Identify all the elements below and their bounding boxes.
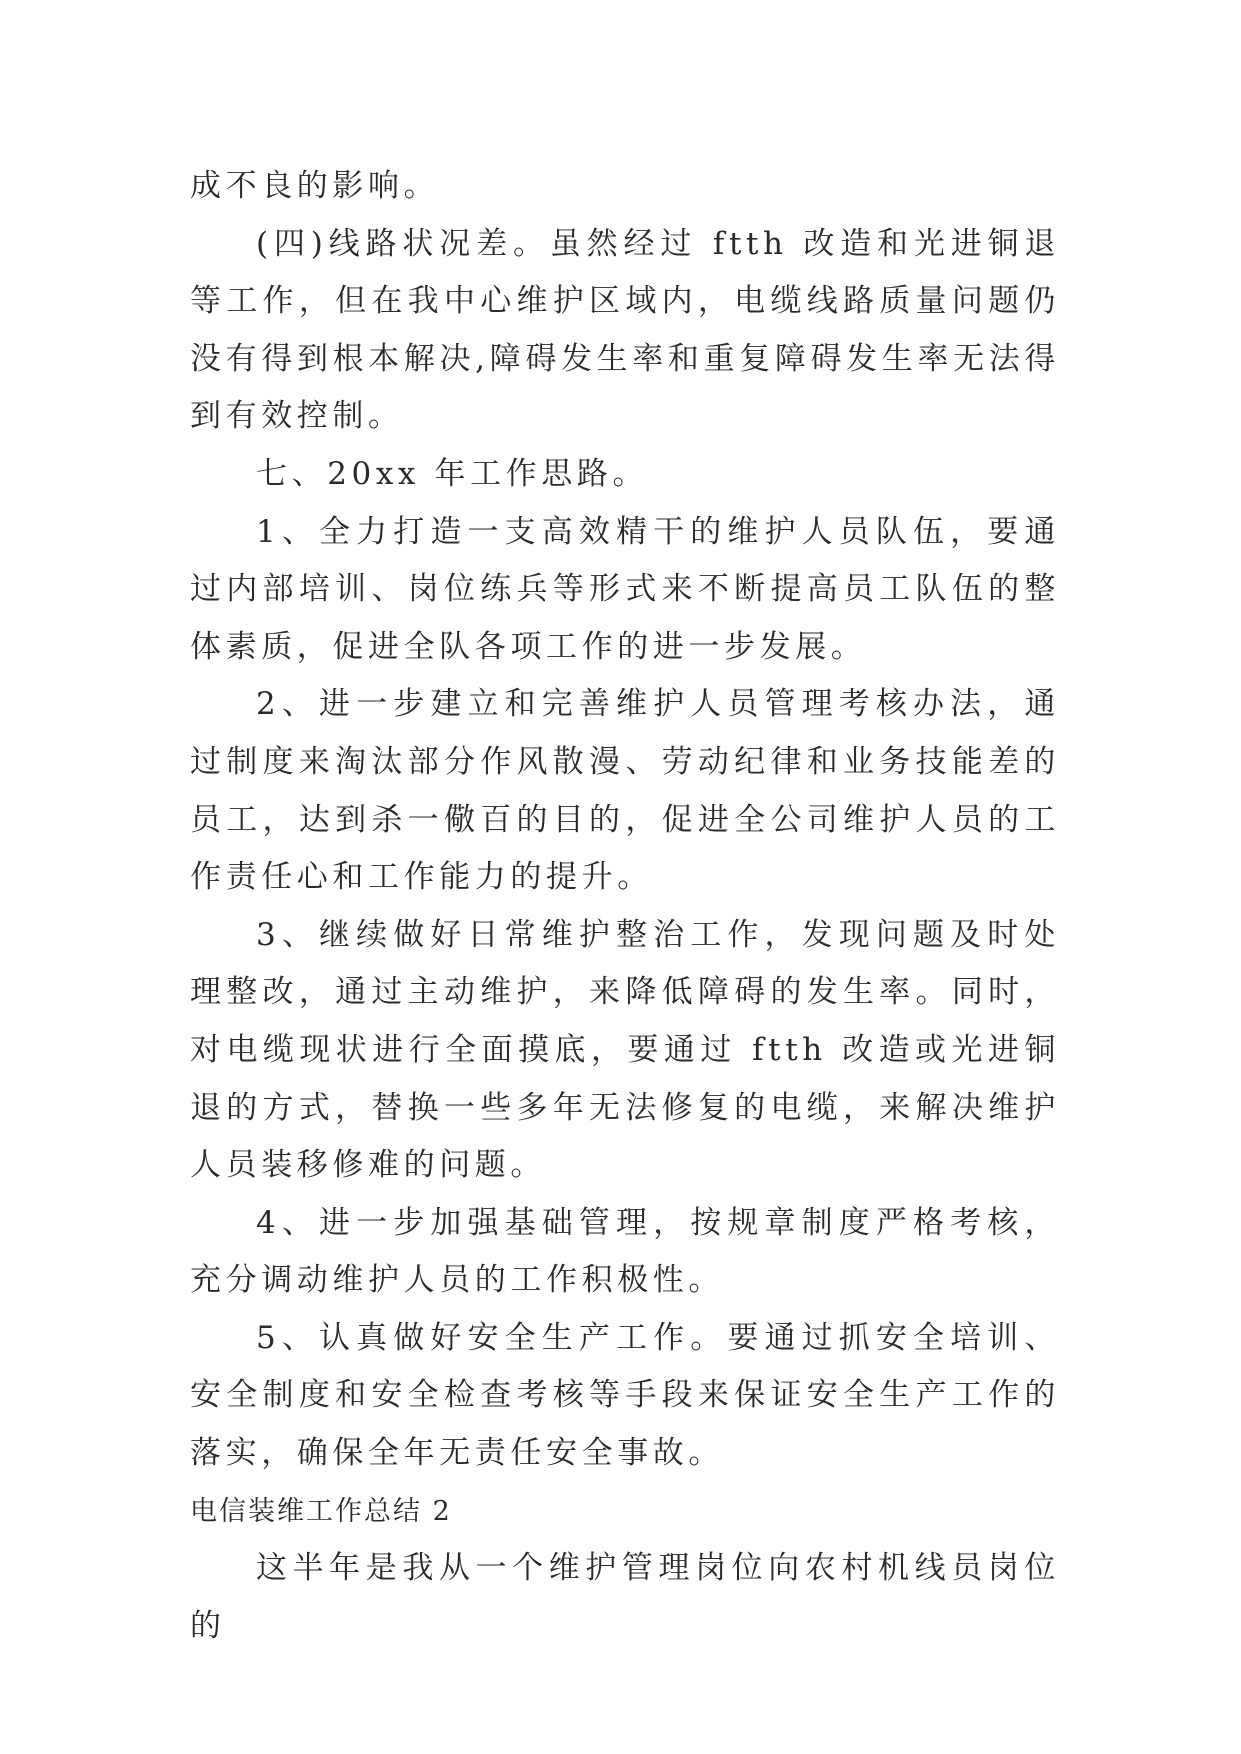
paragraph-continuation: 成不良的影响。 — [190, 168, 440, 204]
paragraph-line-condition: (四)线路状况差。虽然经过 ftth 改造和光进铜退等工作，但在我中心维护区域内，电缆线路质量问题仍没有得到根本解决,障碍发生率和重复障碍发生率无法得到有效控制。 — [190, 225, 1060, 435]
paragraph-item-1: 1、全力打造一支高效精干的维护人员队伍，要通过内部培训、岗位练兵等形式来不断提高员工队伍的整体素质，促进全队各项工作的进一步发展。 — [190, 513, 1060, 665]
paragraph-item-2: 2、进一步建立和完善维护人员管理考核办法，通过制度来淘汰部分作风散漫、劳动纪律和业务技能差的员工，达到杀一儆百的目的，促进全公司维护人员的工作责任心和工作能力的提升。 — [190, 686, 1060, 896]
paragraph-item-4: 4、进一步加强基础管理，按规章制度严格考核，充分调动维护人员的工作积极性。 — [190, 1204, 1060, 1299]
paragraph-section-seven-title: 七、20xx 年工作思路。 — [256, 455, 649, 492]
paragraph-item-3: 3、继续做好日常维护整治工作，发现问题及时处理整改，通过主动维护，来降低障碍的发生率。同时，对电缆现状进行全面摸底，要通过 ftth 改造或光进铜退的方式，替换一些多年无法修复的电缆，来解决维护人员装移修难的问题。 — [190, 916, 1060, 1184]
document-body — [190, 158, 1060, 1655]
paragraph-item-5: 5、认真做好安全生产工作。要通过抓安全培训、安全制度和安全检查考核等手段来保证安全生产工作的落实，确保全年无责任安全事故。 — [190, 1319, 1060, 1472]
paragraph-intro: 这半年是我从一个维护管理岗位向农村机线员岗位的 — [190, 1550, 1060, 1644]
section-heading: 电信装维工作总结 2 — [190, 1495, 452, 1527]
